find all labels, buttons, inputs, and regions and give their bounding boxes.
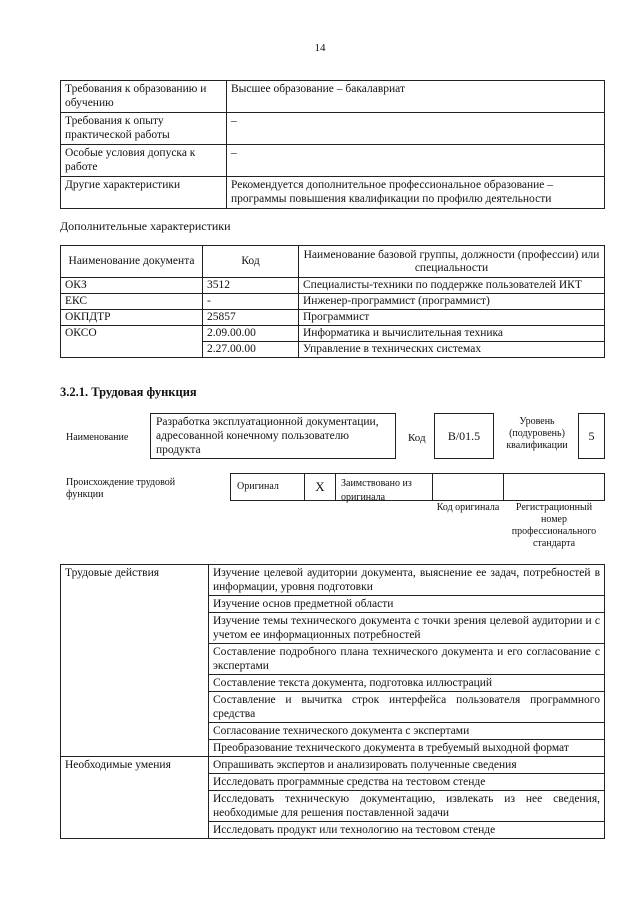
cell-name: Инженер-программист (программист): [299, 294, 605, 310]
level-value: 5: [588, 429, 595, 443]
cell-name: Специалисты-техники по поддержке пользователей ИКТ: [299, 278, 605, 294]
additional-table: [60, 245, 605, 358]
table-row: [61, 757, 605, 774]
cell-code: 2.09.00.00: [203, 326, 299, 342]
table-row: [61, 81, 605, 113]
borrowed-label: Заимствовано из оригинала: [341, 478, 412, 503]
cell-doc: ОКСО: [61, 326, 203, 358]
reg-number-box: [503, 473, 605, 501]
original-label: Оригинал: [237, 481, 279, 492]
skill-item: Исследовать техническую документацию, извлекать из нее сведения, необходимые для решения поставленной задачи: [209, 791, 605, 822]
function-code-box: [434, 413, 494, 459]
action-item: Преобразование технического документа в требуемый выходной формат: [209, 740, 605, 757]
original-mark-box: [304, 473, 336, 501]
cell-code: 2.27.00.00: [203, 342, 299, 358]
requirement-label: Требования к опыту практической работы: [61, 113, 227, 145]
original-mark: Х: [315, 479, 325, 494]
cell-code: 3512: [203, 278, 299, 294]
cell-name: Информатика и вычислительная техника: [299, 326, 605, 342]
reg-number-label: Регистрационный номер профессионального стандарта: [511, 502, 597, 549]
function-code: В/01.5: [447, 429, 481, 443]
table-row: [61, 113, 605, 145]
table-header-row: [61, 246, 605, 278]
table-row: [61, 145, 605, 177]
table-row: [61, 310, 605, 326]
function-name: Разработка эксплуатационной документации, адресованной конечному пользователю продукта: [156, 416, 379, 456]
function-name-box: [150, 413, 396, 459]
skill-item: Исследовать программные средства на тестовом стенде: [209, 774, 605, 791]
requirement-value: Высшее образование – бакалавриат: [227, 81, 605, 113]
origin-code-label: Код оригинала: [436, 502, 500, 513]
skill-item: Исследовать продукт или технологию на тестовом стенде: [209, 822, 605, 839]
table-row: [61, 294, 605, 310]
requirement-value: –: [227, 145, 605, 177]
cell-doc: ОКПДТР: [61, 310, 203, 326]
code-label: Код: [408, 432, 426, 444]
requirement-label: Требования к образованию и обучению: [61, 81, 227, 113]
name-label: Наименование: [66, 432, 129, 443]
requirement-value: –: [227, 113, 605, 145]
origin-label: Происхождение трудовой функции: [66, 477, 176, 500]
header-code: Код: [203, 246, 299, 278]
action-item: Составление и вычитка строк интерфейса пользователя программного средства: [209, 692, 605, 723]
cell-doc: ЕКС: [61, 294, 203, 310]
table-row: [61, 177, 605, 209]
cell-name: Управление в технических системах: [299, 342, 605, 358]
level-label: Уровень (подуровень) квалификации: [506, 416, 568, 451]
action-item: Изучение целевой аудитории документа, выяснение ее задач, потребностей в информации, уровня подготовки: [209, 565, 605, 596]
actions-table: [60, 564, 605, 839]
section-title: 3.2.1. Трудовая функция: [60, 385, 197, 399]
cell-code: -: [203, 294, 299, 310]
requirements-table: [60, 80, 605, 209]
action-item: Составление текста документа, подготовка иллюстраций: [209, 675, 605, 692]
header-document: Наименование документа: [61, 246, 203, 278]
requirement-value: Рекомендуется дополнительное профессиональное образование – программы повышения квалификации по профилю деятельности: [227, 177, 605, 209]
actions-label: Трудовые действия: [61, 565, 209, 757]
original-box: [230, 473, 305, 501]
borrowed-box: [335, 473, 433, 501]
level-value-box: [578, 413, 605, 459]
action-item: Изучение основ предметной области: [209, 596, 605, 613]
page-number: 14: [314, 42, 326, 54]
skills-label: Необходимые умения: [61, 757, 209, 839]
action-item: Согласование технического документа с экспертами: [209, 723, 605, 740]
table-row: [61, 565, 605, 596]
table-row: [61, 278, 605, 294]
action-item: Изучение темы технического документа с точки зрения целевой аудитории и с учетом ее информационных потребностей: [209, 613, 605, 644]
requirement-label: Особые условия допуска к работе: [61, 145, 227, 177]
additional-title: Дополнительные характеристики: [60, 219, 231, 233]
action-item: Составление подробного плана технического документа и его согласование с экспертами: [209, 644, 605, 675]
table-row: [61, 326, 605, 342]
cell-name: Программист: [299, 310, 605, 326]
cell-code: 25857: [203, 310, 299, 326]
requirement-label: Другие характеристики: [61, 177, 227, 209]
header-name: Наименование базовой группы, должности (профессии) или специальности: [299, 246, 605, 278]
cell-doc: ОКЗ: [61, 278, 203, 294]
skill-item: Опрашивать экспертов и анализировать полученные сведения: [209, 757, 605, 774]
origin-code-box: [432, 473, 504, 501]
